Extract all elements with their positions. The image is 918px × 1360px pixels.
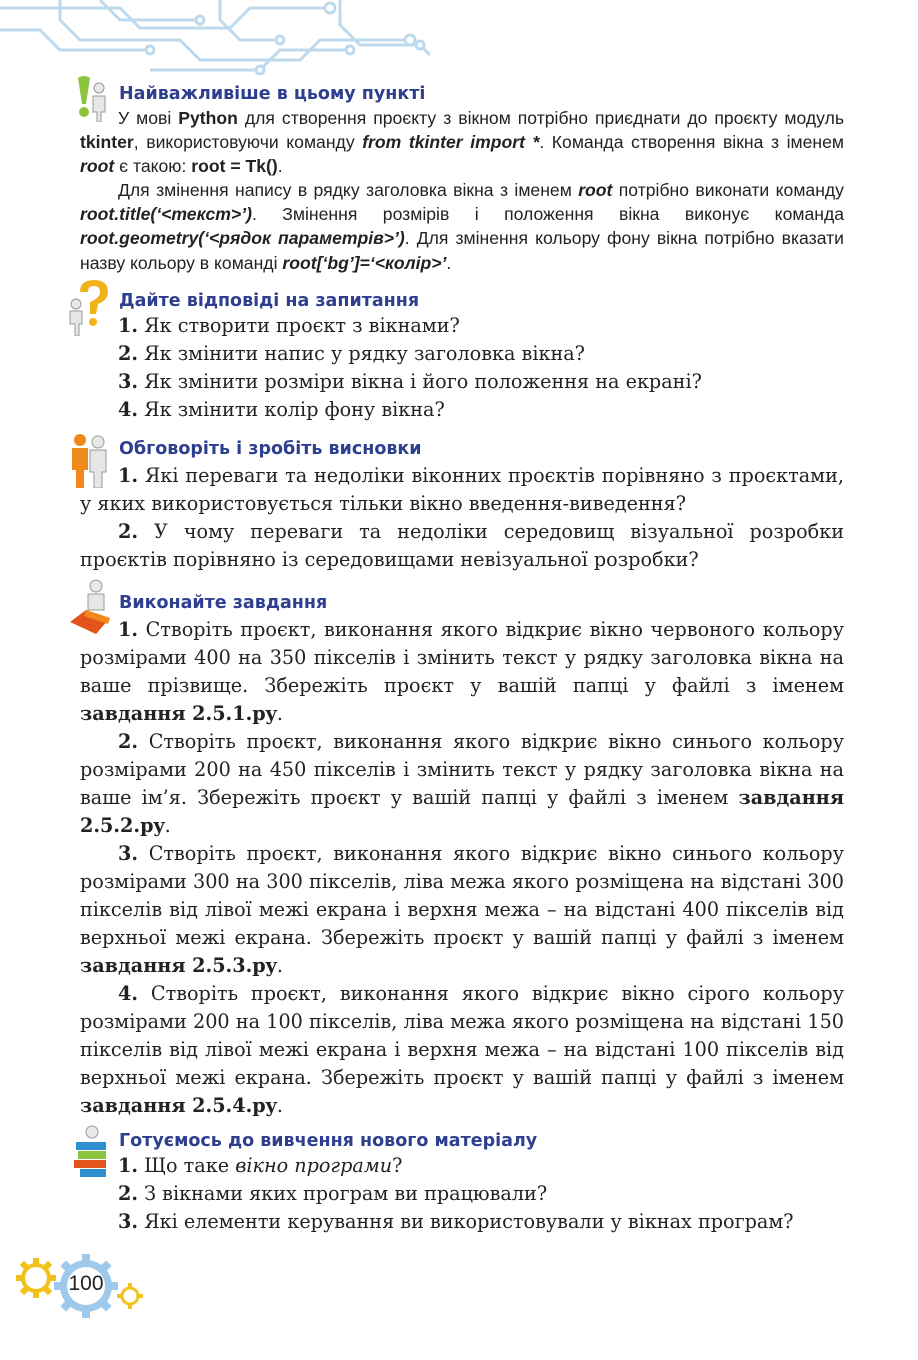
- text-run: . Змінення розмірів і положення вікна виконує команда: [251, 204, 844, 225]
- questions-title: Дайте відповіді на запитання: [119, 291, 420, 311]
- text-run: . Для змінення кольору фону вікна потрібно вказати назву кольору в команді: [80, 228, 844, 273]
- text-run: , використовуючи команду: [133, 132, 363, 153]
- item-number: 1.: [118, 464, 139, 487]
- item-text: Створіть проєкт, виконання якого відкриє вікно червоного кольору розмірами 400 на 350 пікселів і змінить текст у рядку заголовка вікна на ваше прізвище. Збережіть проєкт у вашій папці у файлі з іменем: [80, 618, 844, 697]
- task-item: [80, 728, 844, 840]
- item-text: Як змінити колір фону вікна?: [138, 398, 445, 421]
- prepare-item: [118, 1182, 547, 1205]
- item-number: 1.: [118, 314, 139, 337]
- question-item: [118, 370, 702, 393]
- important-paragraph-2: [80, 178, 844, 275]
- item-number: 1.: [118, 618, 139, 641]
- question-person-icon: [66, 278, 112, 336]
- question-item: [118, 314, 460, 337]
- file-name: завдання 2.5.3.py: [80, 954, 277, 977]
- task-item: [80, 840, 844, 980]
- item-number: 2.: [118, 342, 139, 365]
- item-text: Які переваги та недоліки віконних проєктів порівняно з проєктами, у яких використовується тільки вікно введення-виведення?: [80, 464, 844, 515]
- text-run: root = Tk(): [191, 156, 278, 177]
- important-title: Найважливіше в цьому пункті: [119, 84, 426, 104]
- item-end: .: [276, 702, 283, 725]
- item-text: Створіть проєкт, виконання якого відкриє вікно синього кольору розмірами 300 на 300 пікселів, ліва межа якого розміщена на відстані 300 пікселів від лівої межі екрана і верхня межа – на відстані 400 пікселів від верхньої межі екрана. Збережіть проєкт у вашій папці у файлі з іменем: [80, 842, 844, 949]
- item-text: Що таке: [138, 1154, 236, 1177]
- file-name: завдання 2.5.4.py: [80, 1094, 277, 1117]
- item-number: 4.: [118, 982, 139, 1005]
- task-item: [80, 616, 844, 728]
- text-run: root[‘bg’]=‘<колір>’: [282, 252, 447, 273]
- item-number: 2.: [118, 520, 139, 543]
- discuss-title: Обговоріть і зробіть висновки: [119, 439, 422, 459]
- item-number: 1.: [118, 1154, 139, 1177]
- item-text: Як створити проєкт з вікнами?: [138, 314, 460, 337]
- task-item: [80, 980, 844, 1120]
- discuss-item: [80, 518, 844, 574]
- item-number: 2.: [118, 730, 139, 753]
- item-text: У чому переваги та недоліки середовищ візуальної розробки проєктів порівняно із середовищами невізуальної розробки?: [80, 520, 844, 571]
- item-text: З вікнами яких програм ви працювали?: [138, 1182, 548, 1205]
- text-run: root: [80, 156, 115, 177]
- item-text: Створіть проєкт, виконання якого відкриє вікно сірого кольору розмірами 200 на 100 пікселів, ліва межа якого розміщена на відстані 150 пікселів від лівої межі екрана і верхня межа – на відстані 100 пікселів від верхньої межі екрана. Збережіть проєкт у вашій папці у файлі з іменем: [80, 982, 844, 1089]
- text-run: У мові: [118, 108, 179, 128]
- important-paragraph-1: [80, 106, 844, 179]
- item-text: Створіть проєкт, виконання якого відкриє вікно синього кольору розмірами 200 на 450 пікселів і змінить текст у рядку заголовка вікна на ваше ім’я. Збережіть проєкт у вашій папці у файлі з іменем: [80, 730, 844, 809]
- tasks-title: Виконайте завдання: [119, 593, 328, 613]
- item-emphasis: вікно програми: [235, 1154, 393, 1177]
- books-person-icon: [70, 1124, 112, 1178]
- text-run: root.title(‘<текст>’): [80, 204, 252, 225]
- item-number: 3.: [118, 1210, 139, 1233]
- prepare-item: [118, 1154, 402, 1177]
- prepare-title: Готуємось до вивчення нового матеріалу: [119, 1131, 538, 1151]
- item-text: Як змінити розміри вікна і його положення на екрані?: [138, 370, 702, 393]
- item-text: Як змінити напис у рядку заголовка вікна?: [138, 342, 585, 365]
- text-run: є такою:: [114, 156, 192, 177]
- question-item: [118, 398, 445, 421]
- text-run: . Команда створення вікна з іменем: [539, 132, 844, 153]
- item-end: .: [276, 1094, 283, 1117]
- text-run: .: [446, 252, 452, 273]
- item-end: ?: [392, 1154, 403, 1177]
- circuit-decoration: [0, 0, 430, 75]
- text-run: .: [277, 156, 283, 177]
- text-run: root: [578, 180, 613, 200]
- text-run: tkinter: [80, 132, 134, 153]
- text-run: from tkinter import *: [362, 132, 540, 153]
- item-number: 3.: [118, 842, 139, 865]
- text-run: root.geometry(‘<рядок параметрів>’): [80, 228, 405, 249]
- prepare-item: [118, 1210, 794, 1233]
- item-number: 4.: [118, 398, 139, 421]
- question-item: [118, 342, 585, 365]
- item-number: 3.: [118, 370, 139, 393]
- file-name: завдання 2.5.2.py: [80, 786, 844, 837]
- item-number: 2.: [118, 1182, 139, 1205]
- text-run: потрібно виконати команду: [612, 180, 844, 200]
- file-name: завдання 2.5.1.py: [80, 702, 277, 725]
- discuss-item: [80, 462, 844, 518]
- item-text: Які елементи керування ви використовували у вікнах програм?: [138, 1210, 794, 1233]
- text-run: Для змінення напису в рядку заголовка вікна з іменем: [118, 180, 579, 200]
- item-end: .: [164, 814, 171, 837]
- item-end: .: [276, 954, 283, 977]
- text-run: Python: [178, 108, 238, 128]
- page-number: 100: [68, 1272, 104, 1295]
- text-run: для створення проєкту з вікном потрібно приєднати до проєкту модуль: [237, 108, 844, 128]
